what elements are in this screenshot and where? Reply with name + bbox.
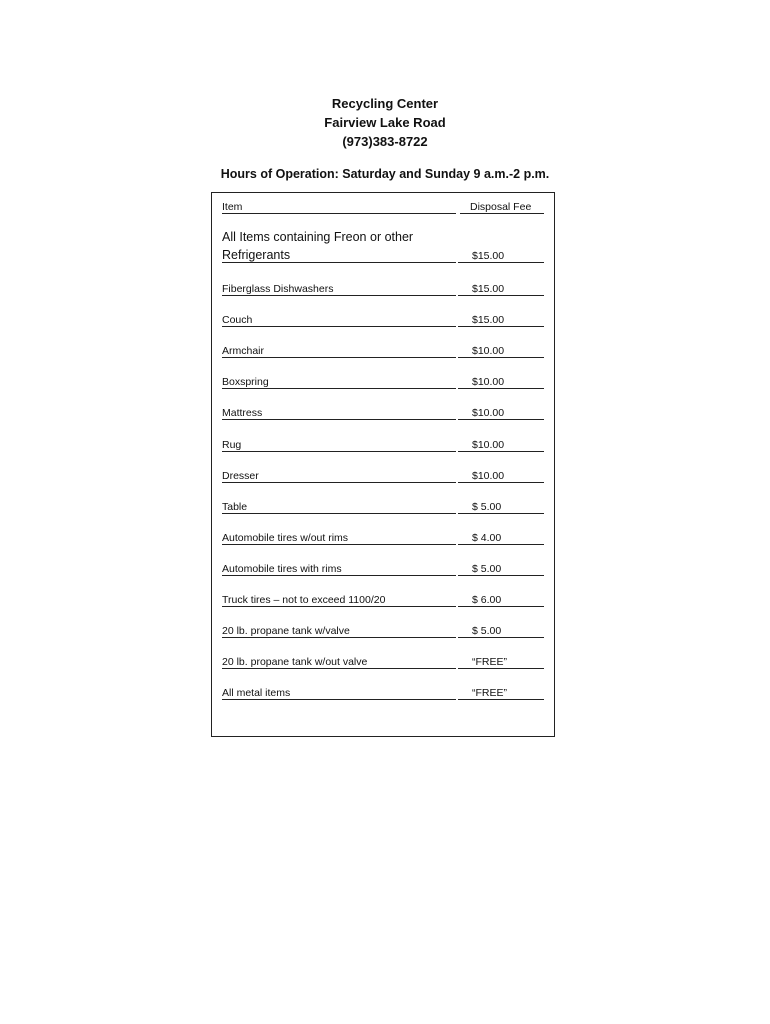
item-fee: $15.00 — [458, 314, 544, 327]
item-name: Dresser — [222, 470, 456, 483]
item-name: Truck tires – not to exceed 1100/20 — [222, 594, 456, 607]
item-name: Automobile tires with rims — [222, 563, 456, 576]
item-fee: “FREE” — [458, 656, 544, 669]
item-name: 20 lb. propane tank w/valve — [222, 625, 456, 638]
item-fee: $ 4.00 — [458, 532, 544, 545]
item-fee: $10.00 — [458, 439, 544, 452]
item-name: Mattress — [222, 407, 456, 420]
item-fee: $ 5.00 — [458, 501, 544, 514]
item-fee: $ 5.00 — [458, 563, 544, 576]
fee-table — [211, 192, 555, 737]
center-address: Fairview Lake Road — [324, 115, 446, 130]
item-name: Couch — [222, 314, 456, 327]
item-name: Boxspring — [222, 376, 456, 389]
item-fee: $ 5.00 — [458, 625, 544, 638]
center-title: Recycling Center — [331, 96, 439, 111]
center-phone: (973)383-8722 — [342, 134, 428, 149]
item-fee: $15.00 — [458, 250, 544, 263]
item-name: Fiberglass Dishwashers — [222, 283, 456, 296]
hours-of-operation: Hours of Operation: Saturday and Sunday 9 a.m.-2 p.m. — [220, 167, 550, 181]
item-name: Automobile tires w/out rims — [222, 532, 456, 545]
item-name: All metal items — [222, 687, 456, 700]
item-name: Armchair — [222, 345, 456, 358]
item-fee: “FREE” — [458, 687, 544, 700]
item-fee: $10.00 — [458, 345, 544, 358]
item-name-line2: Refrigerants — [222, 248, 456, 263]
item-fee: $ 6.00 — [458, 594, 544, 607]
item-fee: $10.00 — [458, 407, 544, 420]
item-fee: $15.00 — [458, 283, 544, 296]
item-column-header: Item — [222, 201, 456, 214]
item-name: Table — [222, 501, 456, 514]
fee-column-header: Disposal Fee — [460, 201, 544, 214]
document-header — [0, 94, 770, 151]
item-fee: $10.00 — [458, 376, 544, 389]
item-name-line1: All Items containing Freon or other — [222, 230, 414, 244]
item-name: Rug — [222, 439, 456, 452]
item-fee: $10.00 — [458, 470, 544, 483]
item-name: 20 lb. propane tank w/out valve — [222, 656, 456, 669]
